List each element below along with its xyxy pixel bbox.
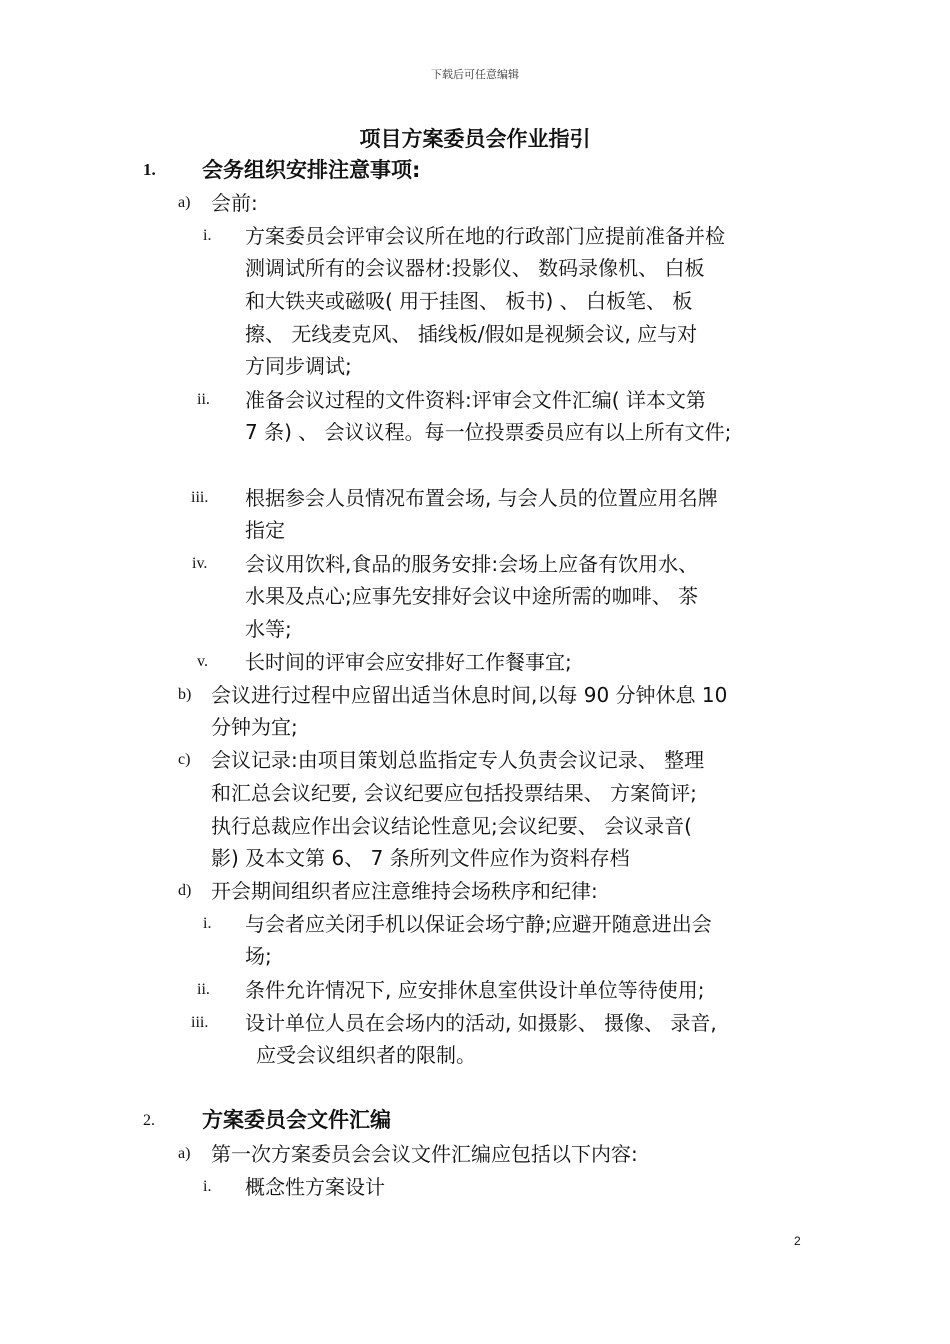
subitem-text: 水果及点心;应事先安排好会议中途所需的咖啡、 茶: [245, 584, 699, 608]
section-title: 方案委员会文件汇编: [202, 1108, 391, 1132]
subitem-marker: i.: [203, 227, 212, 244]
subitem-marker: iii.: [191, 489, 209, 506]
item-text: 分钟为宜;: [211, 715, 298, 739]
subitem-text: 7 条) 、 会议议程。每一位投票委员应有以上所有文件;: [245, 420, 732, 444]
document-title: 项目方案委员会作业指引: [359, 127, 591, 151]
subitem-text: 应受会议组织者的限制。: [256, 1043, 476, 1067]
item-marker: d): [178, 882, 192, 899]
item-text: 和汇总会议纪要, 会议纪要应包括投票结果、 方案简评;: [211, 781, 697, 805]
item-text: 会前:: [211, 191, 258, 215]
subitem-text: 与会者应关闭手机以保证会场宁静;应避开随意进出会: [245, 912, 712, 936]
item-text: 会议记录:由项目策划总监指定专人负责会议记录、 整理: [211, 748, 705, 772]
subitem-text: 概念性方案设计: [245, 1175, 385, 1199]
subitem-text: 和大铁夹或磁吸( 用于挂图、 板书) 、 白板笔、 板: [245, 289, 693, 313]
subitem-marker: iii.: [191, 1014, 209, 1031]
subitem-text: 场;: [245, 944, 272, 968]
subitem-marker: iv.: [192, 555, 208, 572]
subitem-marker: ii.: [197, 981, 210, 998]
section-number: 2.: [143, 1112, 155, 1129]
subitem-text: 长时间的评审会应安排好工作餐事宜;: [245, 650, 572, 674]
item-text: 开会期间组织者应注意维持会场秩序和纪律:: [211, 879, 598, 903]
item-marker: c): [178, 751, 191, 768]
subitem-marker: v.: [197, 653, 208, 670]
subitem-text: 水等;: [245, 617, 292, 641]
subitem-text: 会议用饮料,食品的服务安排:会场上应备有饮用水、: [245, 552, 699, 576]
subitem-text: 设计单位人员在会场内的活动, 如摄影、 摄像、 录音,: [245, 1011, 717, 1035]
item-text: 影) 及本文第 6、 7 条所列文件应作为资料存档: [211, 846, 630, 870]
subitem-marker: i.: [203, 915, 212, 932]
item-marker: b): [178, 686, 192, 703]
page-number: 2: [794, 1234, 801, 1248]
subitem-text: 方同步调试;: [245, 354, 352, 378]
subitem-marker: i.: [203, 1178, 212, 1195]
item-text: 第一次方案委员会会议文件汇编应包括以下内容:: [211, 1142, 638, 1166]
subitem-text: 根据参会人员情况布置会场, 与会人员的位置应用名牌: [245, 486, 718, 510]
subitem-text: 擦、 无线麦克风、 插线板/假如是视频会议, 应与对: [245, 322, 698, 346]
subitem-text: 方案委员会评审会议所在地的行政部门应提前准备并检: [245, 224, 725, 248]
section-title: 会务组织安排注意事项:: [202, 158, 421, 182]
item-marker: a): [178, 1145, 191, 1162]
subitem-text: 条件允许情况下, 应安排休息室供设计单位等待使用;: [245, 978, 705, 1002]
subitem-text: 准备会议过程的文件资料:评审会文件汇编( 详本文第: [245, 388, 706, 412]
subitem-text: 测调试所有的会议器材:投影仪、 数码录像机、 白板: [245, 256, 705, 280]
section-number: 1.: [143, 160, 156, 179]
subitem-text: 指定: [245, 518, 285, 542]
subitem-marker: ii.: [197, 391, 210, 408]
item-text: 执行总裁应作出会议结论性意见;会议纪要、 会议录音(: [211, 814, 692, 838]
page-header: 下载后可任意编辑: [431, 68, 519, 81]
item-text: 会议进行过程中应留出适当休息时间,以每 90 分钟休息 10: [211, 683, 728, 707]
item-marker: a): [178, 194, 191, 211]
